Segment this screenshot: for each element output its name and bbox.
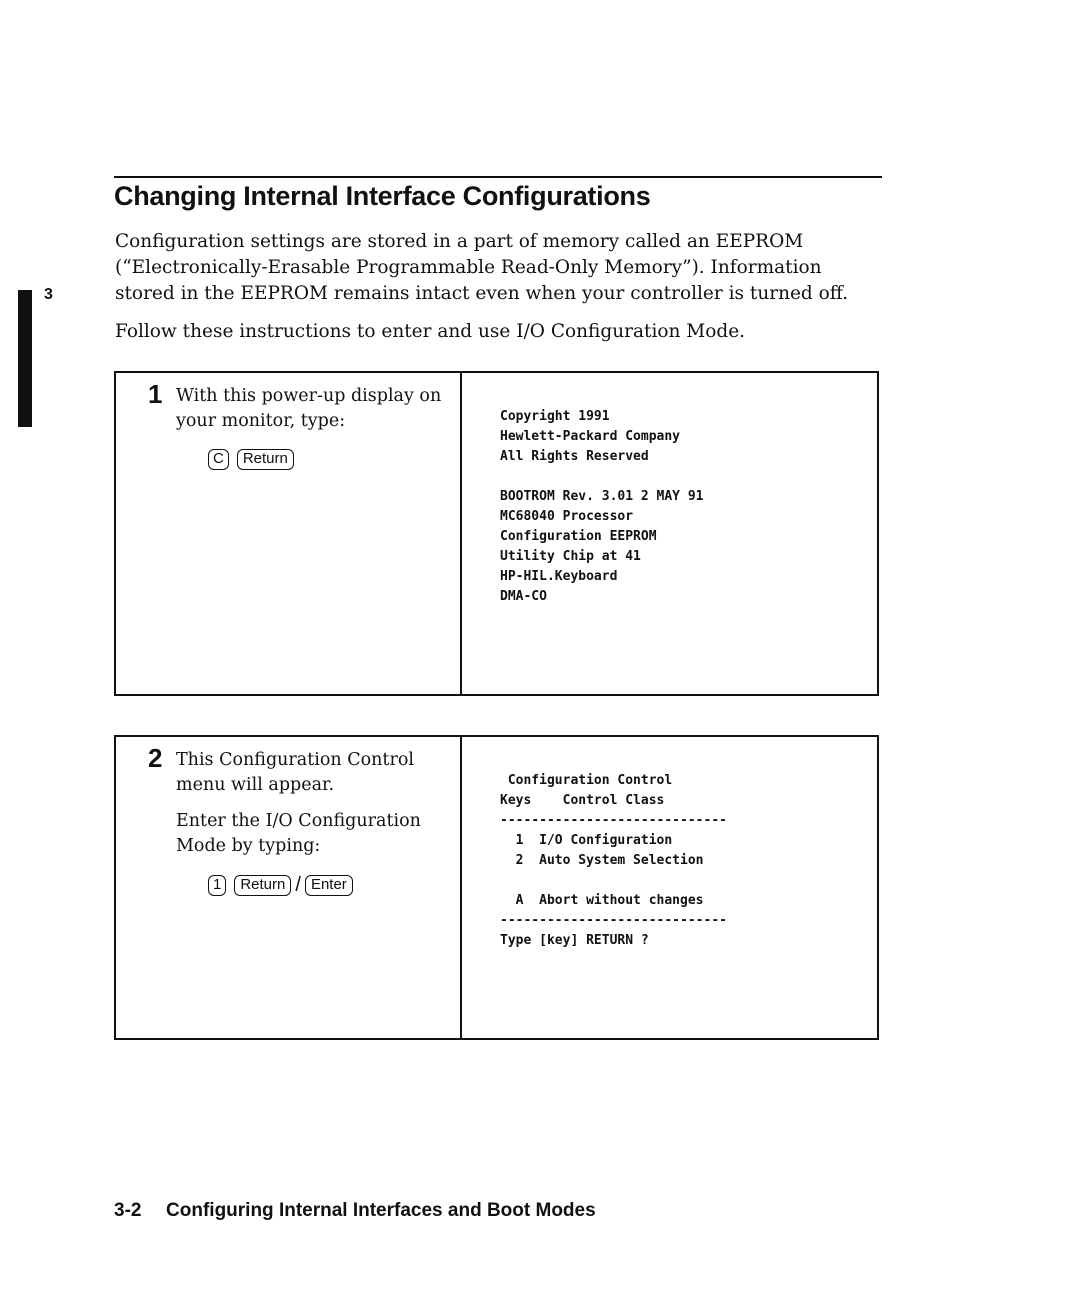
- screen-line: DMA-CO: [500, 589, 547, 604]
- screen-line: All Rights Reserved: [500, 449, 649, 464]
- chapter-tab-bar: [18, 290, 32, 427]
- screen-line: MC68040 Processor: [500, 509, 634, 524]
- screen-line: Utility Chip at 41: [500, 549, 641, 564]
- screen-line: Keys Control Class: [500, 793, 665, 808]
- footer-page-number: 3-2: [114, 1200, 142, 1221]
- screen-line: -----------------------------: [500, 913, 727, 928]
- screen-line: -----------------------------: [500, 813, 727, 828]
- key-c: C: [208, 449, 229, 470]
- step-2-screen-output: [500, 771, 727, 951]
- step-1-number: 1: [148, 379, 163, 409]
- screen-line: 2 Auto System Selection: [500, 853, 704, 868]
- screen-line: Configuration EEPROM: [500, 529, 657, 544]
- step-1-box: [114, 371, 879, 696]
- step-1-keys: [208, 449, 294, 470]
- page-heading: Changing Internal Interface Configurations: [114, 181, 651, 211]
- step-1-divider: [460, 373, 462, 694]
- screen-line: Type [key] RETURN ?: [500, 933, 649, 948]
- chapter-tab-number: 3: [44, 286, 53, 303]
- follow-paragraph: Follow these instructions to enter and use I/O Configuration Mode.: [115, 321, 746, 342]
- step-2-instruction-2: Enter the I/O Configuration Mode by typing:: [176, 811, 421, 856]
- step-2-number: 2: [148, 743, 163, 773]
- screen-line: 1 I/O Configuration: [500, 833, 673, 848]
- step-2-keys: [208, 874, 353, 897]
- key-enter: Enter: [305, 875, 353, 896]
- page-footer: [114, 1200, 596, 1222]
- screen-line: BOOTROM Rev. 3.01 2 MAY 91: [500, 489, 704, 504]
- intro-paragraph: Configuration settings are stored in a part of memory called an EEPROM (“Electronically-Erasable Programmable Read-Only Memory”). Information stored in the EEPROM remains intact even when your controller is turned off.: [115, 231, 849, 304]
- step-2-box: [114, 735, 879, 1040]
- screen-line: Configuration Control: [500, 773, 673, 788]
- step-2-instruction: This Configuration Control menu will appear.: [176, 750, 414, 795]
- key-separator: /: [295, 874, 301, 896]
- footer-title: Configuring Internal Interfaces and Boot Modes: [166, 1200, 596, 1221]
- key-return: Return: [237, 449, 294, 470]
- screen-line: A Abort without changes: [500, 893, 704, 908]
- key-return: Return: [234, 875, 291, 896]
- heading-rule: [114, 176, 882, 178]
- screen-line: Hewlett-Packard Company: [500, 429, 681, 444]
- screen-line: Copyright 1991: [500, 409, 610, 424]
- step-1-instruction: With this power-up display on your monitor, type:: [176, 386, 442, 431]
- step-2-divider: [460, 737, 462, 1038]
- screen-line: HP-HIL.Keyboard: [500, 569, 618, 584]
- key-1: 1: [208, 875, 226, 896]
- step-1-screen-output: [500, 407, 704, 607]
